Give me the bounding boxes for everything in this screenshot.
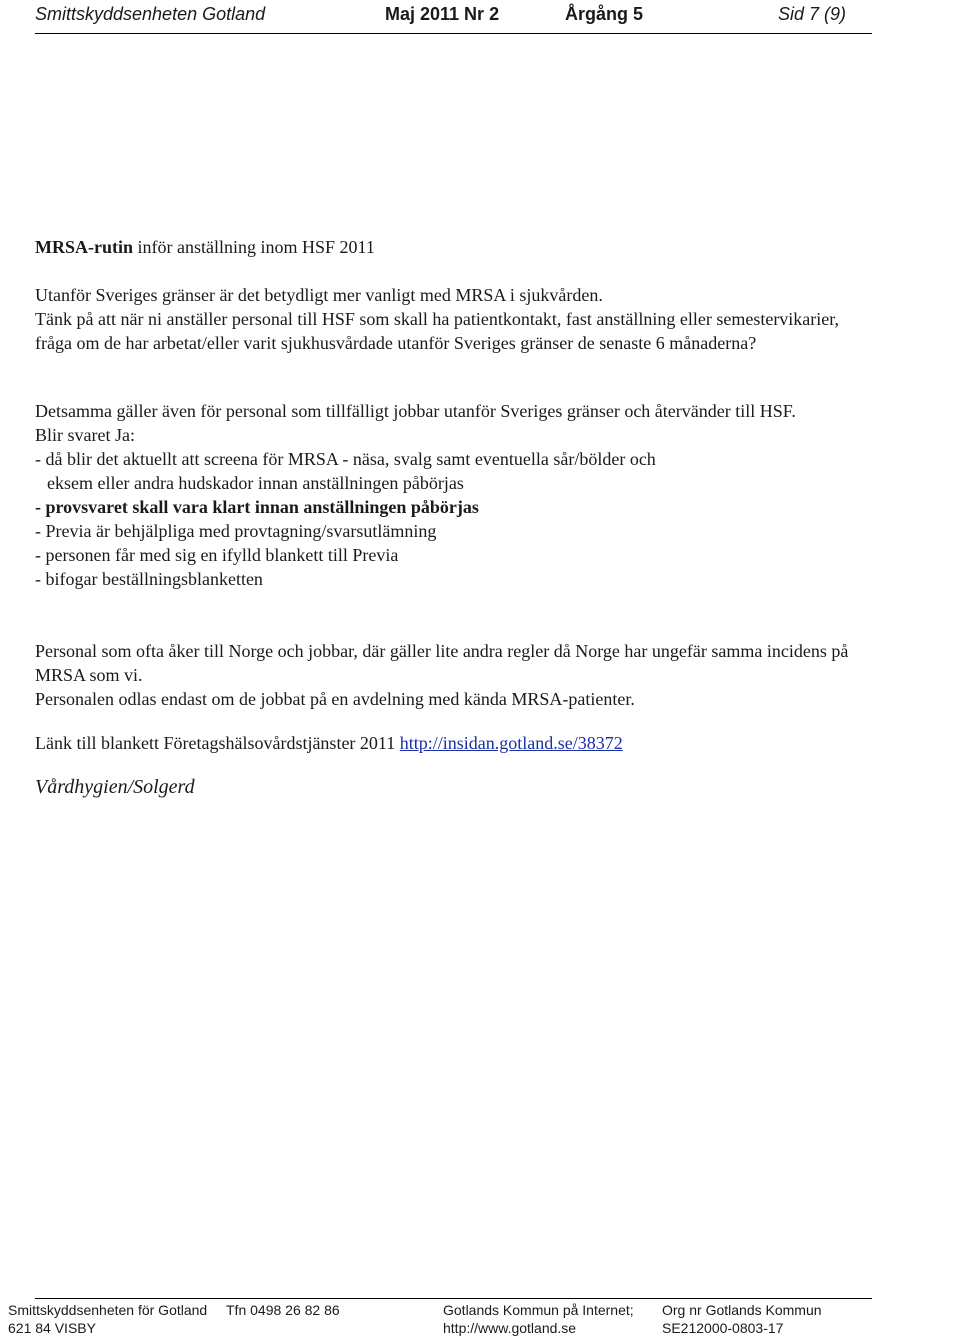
paragraph-advice: Tänk på att när ni anställer personal till HSF som skall ha patientkontakt, fast anställning eller semestervikarier, fråga om de har arbetat/eller varit sjukhusvårdade utanför Sveriges gränser de senaste 6 månaderna? bbox=[35, 309, 840, 353]
page-header bbox=[0, 0, 960, 32]
header-volume: Årgång 5 bbox=[565, 4, 644, 24]
article-title bbox=[35, 235, 865, 259]
link-prefix: Länk till blankett Företagshälsovårdstjänster 2011 bbox=[35, 733, 400, 753]
header-page-number: Sid 7 (9) bbox=[778, 4, 847, 24]
form-link[interactable]: http://insidan.gotland.se/38372 bbox=[399, 733, 623, 753]
paragraph-norway: Personal som ofta åker till Norge och jobbar, där gäller lite andra regler då Norge har ungefär samma incidens på MRSA som vi. bbox=[35, 641, 849, 685]
list-item: - Previa är behjälpliga med provtagning/svarsutlämning bbox=[35, 521, 437, 541]
paragraph-answer-yes: Blir svaret Ja: bbox=[35, 425, 135, 445]
list-item-important: - provsvaret skall vara klart innan anställningen påbörjas bbox=[35, 497, 479, 517]
paragraph-intro: Utanför Sveriges gränser är det betydligt mer vanligt med MRSA i sjukvården. bbox=[35, 285, 603, 305]
list-item: - bifogar beställningsblanketten bbox=[35, 569, 263, 589]
header-issue: Maj 2011 Nr 2 bbox=[385, 4, 500, 24]
header-divider bbox=[35, 33, 872, 34]
footer-org-name: Smittskyddsenheten för Gotland bbox=[8, 1302, 208, 1318]
paragraph-form-link bbox=[35, 731, 865, 755]
signature: Vårdhygien/Solgerd bbox=[35, 776, 195, 798]
article-title-rest: inför anställning inom HSF 2011 bbox=[133, 237, 375, 257]
header-organization: Smittskyddsenheten Gotland bbox=[35, 4, 266, 24]
footer-phone: Tfn 0498 26 82 86 bbox=[226, 1302, 340, 1318]
list-item-continuation: eksem eller andra hudskador innan anställningen påbörjas bbox=[47, 473, 464, 493]
paragraph-temporary-staff: Detsamma gäller även för personal som tillfälligt jobbar utanför Sveriges gränser och återvänder till HSF. bbox=[35, 401, 796, 421]
footer-org-number: SE212000-0803-17 bbox=[662, 1320, 784, 1336]
list-item: - då blir det aktuellt att screena för MRSA - näsa, svalg samt eventuella sår/bölder och bbox=[35, 449, 656, 469]
article-body bbox=[35, 235, 865, 799]
footer-internet-label: Gotlands Kommun på Internet; bbox=[443, 1302, 634, 1318]
article-title-bold: MRSA-rutin bbox=[35, 237, 133, 257]
footer-website: http://www.gotland.se bbox=[443, 1320, 577, 1336]
list-item: - personen får med sig en ifylld blankett till Previa bbox=[35, 545, 399, 565]
footer-org-number-label: Org nr Gotlands Kommun bbox=[662, 1302, 822, 1318]
footer-address: 621 84 VISBY bbox=[8, 1320, 96, 1336]
paragraph-screening-rule: Personalen odlas endast om de jobbat på en avdelning med kända MRSA-patienter. bbox=[35, 689, 635, 709]
footer-divider bbox=[35, 1298, 872, 1299]
